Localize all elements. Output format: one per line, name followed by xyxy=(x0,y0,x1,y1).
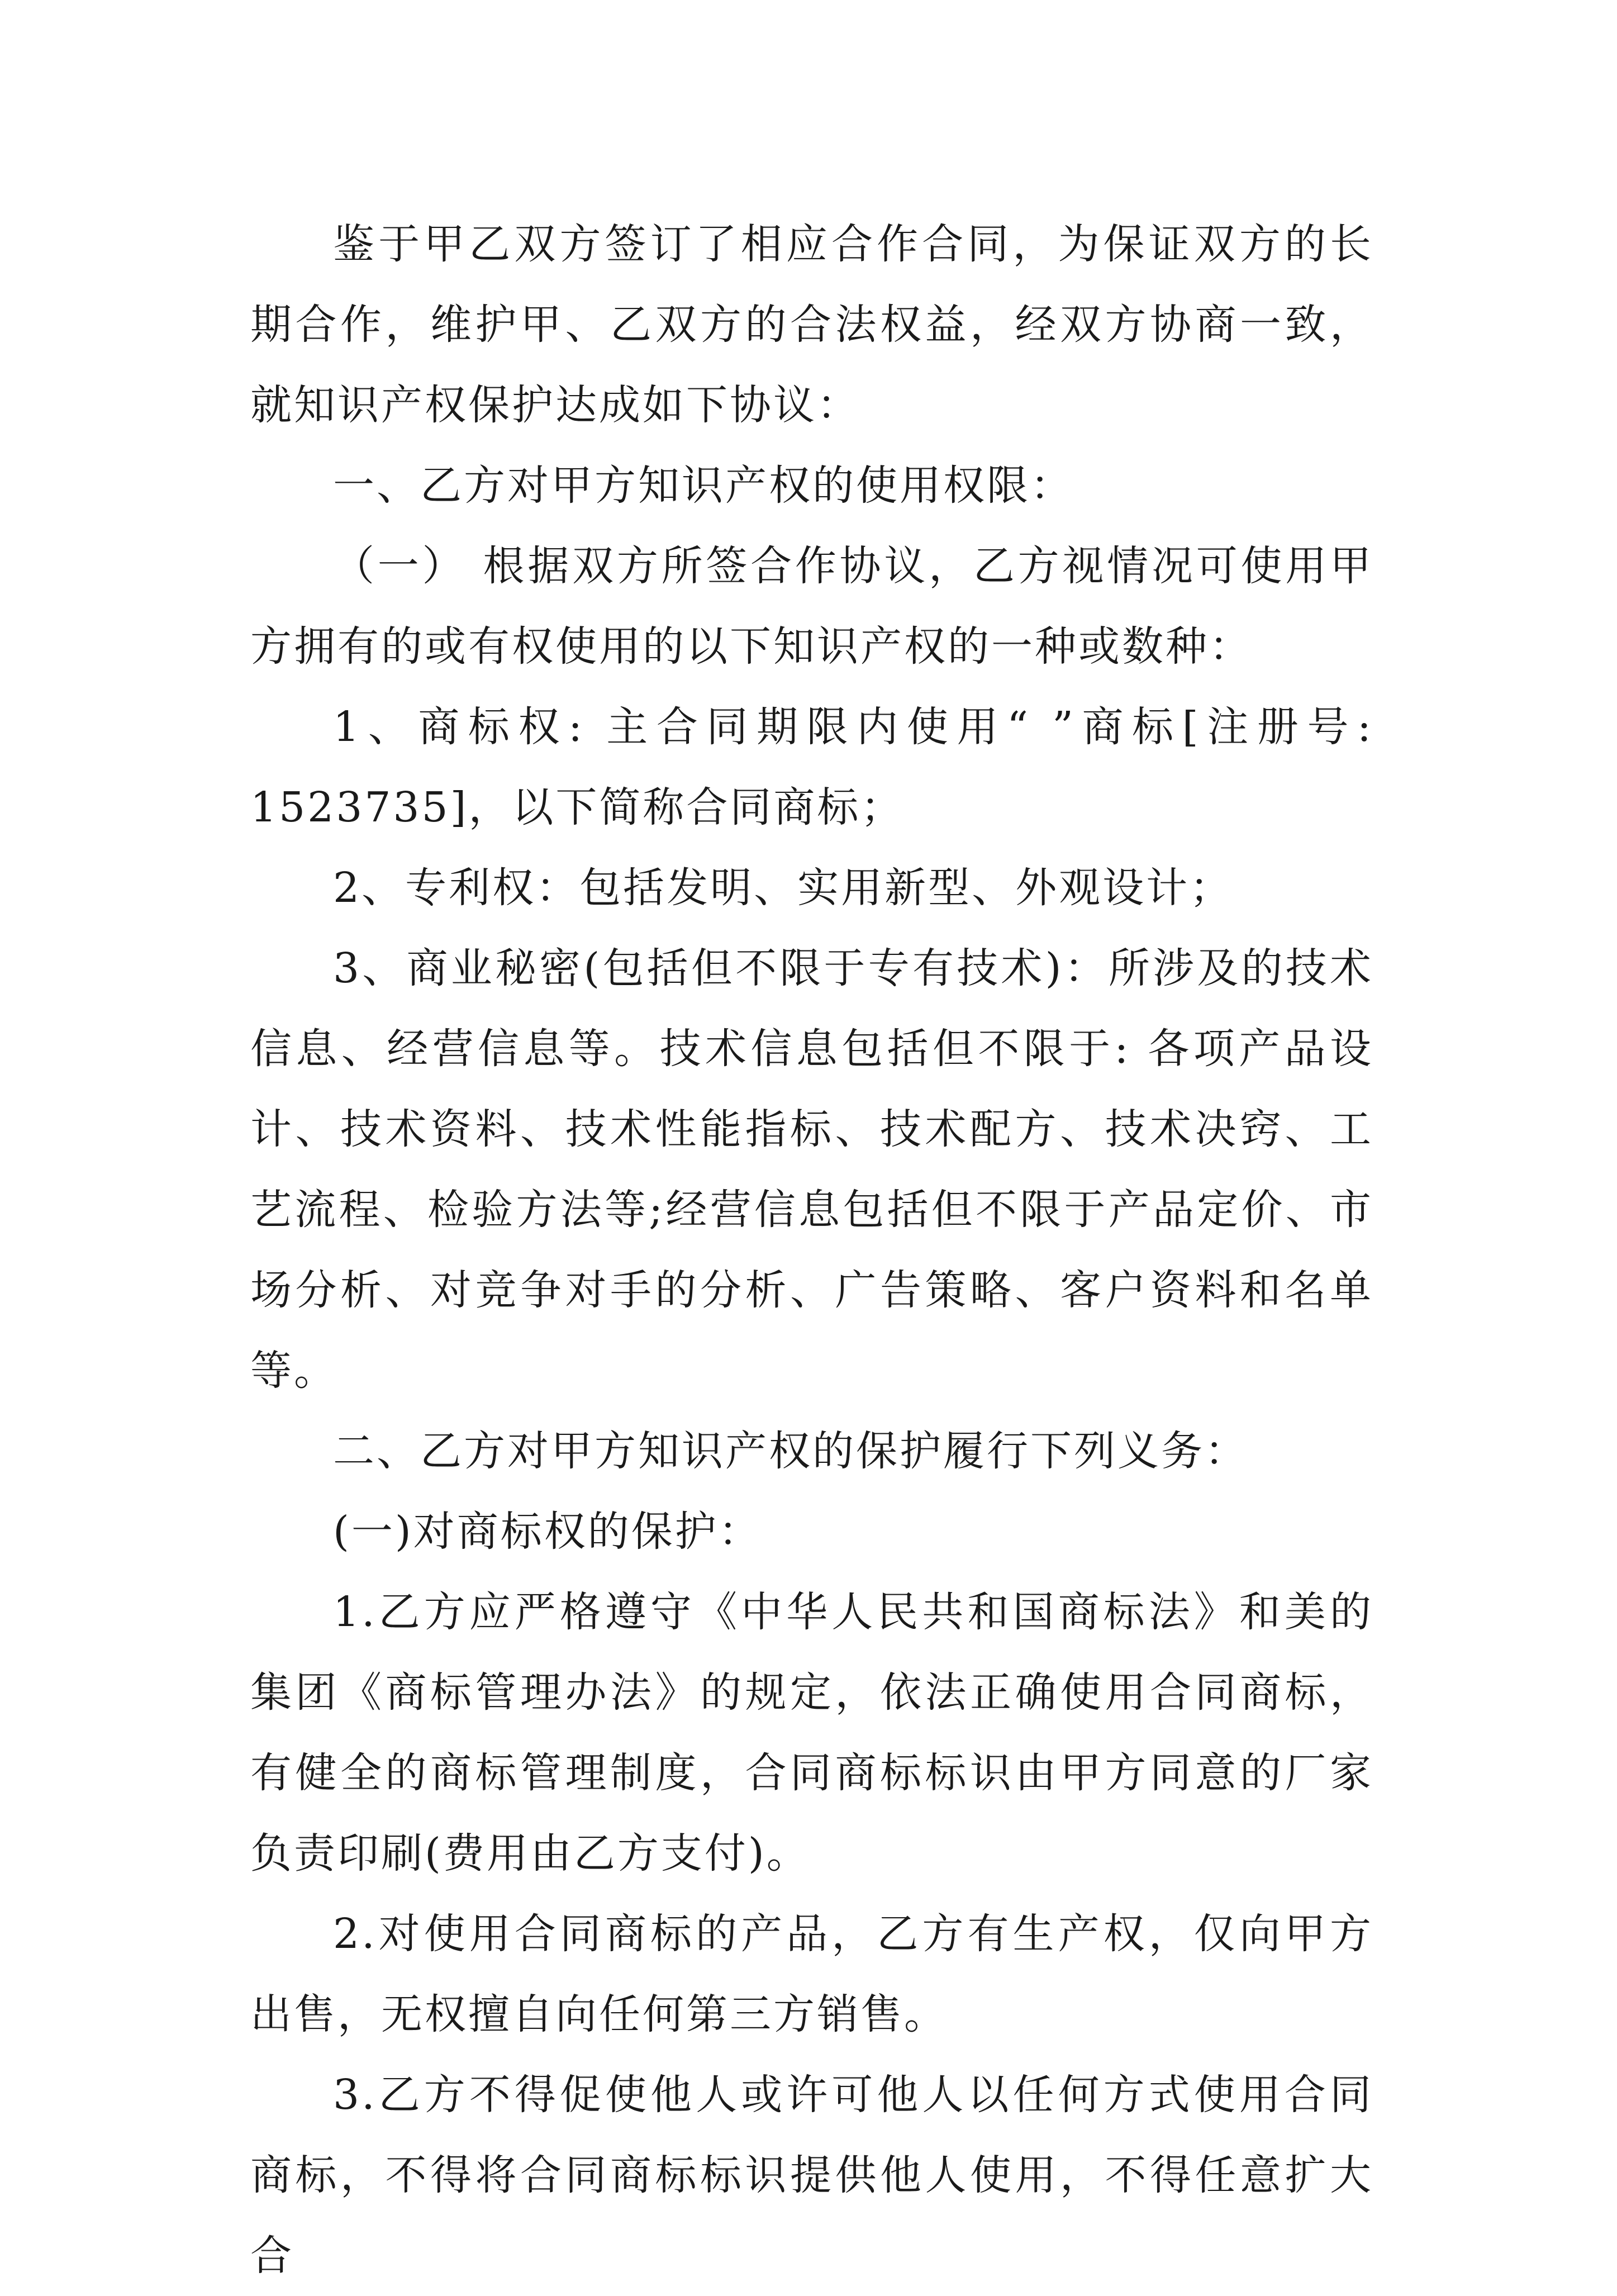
item-trademark-right: 1、商标权: 主合同期限内使用“ ”商标[注册号: 1523735]，以下简称合同商标； xyxy=(250,703,1373,831)
clause-1-1: （一） 根据双方所签合作协议，乙方视情况可使用甲方拥有的或有权使用的以下知识产权的一种或数种： xyxy=(250,542,1373,671)
intro-paragraph: 鉴于甲乙双方签订了相应合作合同，为保证双方的长期合作，维护甲、乙双方的合法权益，经双方协商一致，就知识产权保护达成如下协议： xyxy=(250,220,1373,429)
subsection-trademark-protection: (一)对商标权的保护： xyxy=(333,1508,762,1556)
section-heading-1: 一、乙方对甲方知识产权的使用权限： xyxy=(333,462,1074,510)
item-trade-secret: 3、商业秘密(包括但不限于专有技术)：所涉及的技术信息、经营信息等。技术信息包括但不限于: 各项产品设计、技术资料、技术性能指标、技术配方、技术决窍、工艺流程、检验方法等;经营信息包括但不限于产品定价、市场分析、对竞争对手的分析、广告策略、客户资料和名单等。 xyxy=(250,944,1373,1395)
document-body xyxy=(250,204,1373,2296)
obligation-3: 3.乙方不得促使他人或许可他人以任何方式使用合同商标，不得将合同商标标识提供他人使用，不得任意扩大合 xyxy=(250,2071,1373,2280)
obligation-1: 1.乙方应严格遵守《中华人民共和国商标法》和美的集团《商标管理办法》的规定，依法正确使用合同商标，有健全的商标管理制度，合同商标标识由甲方同意的厂家负责印刷(费用由乙方支付)。 xyxy=(250,1588,1373,1877)
obligation-2: 2.对使用合同商标的产品，乙方有生产权，仅向甲方出售，无权擅自向任何第三方销售。 xyxy=(250,1910,1373,2038)
item-patent-right: 2、专利权：包括发明、实用新型、外观设计； xyxy=(333,864,1234,912)
section-heading-2: 二、乙方对甲方知识产权的保护履行下列义务： xyxy=(333,1427,1248,1475)
